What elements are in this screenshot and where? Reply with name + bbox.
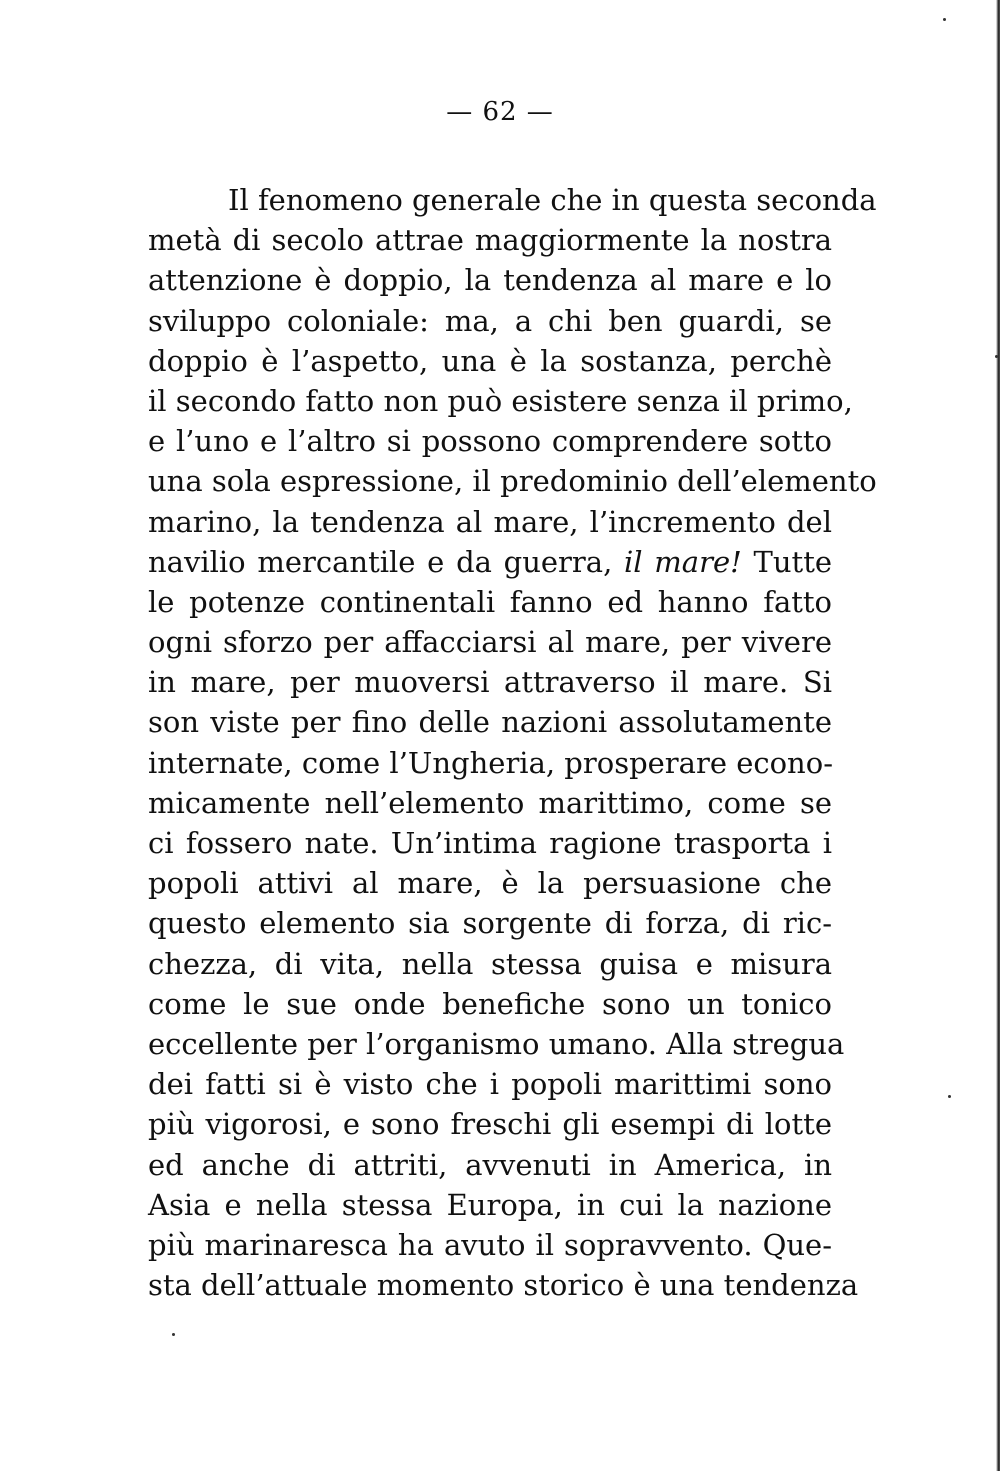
text-line: questo elemento sia sorgente di forza, di ric-: [148, 906, 832, 941]
text-line: doppio è l’aspetto, una è la sostanza, perchè: [148, 343, 832, 378]
text-line: metà di secolo attrae maggiormente la nostra: [148, 223, 832, 258]
body-paragraph: [148, 180, 877, 1305]
text-line: le potenze continentali fanno ed hanno fatto: [148, 584, 832, 619]
text-line: attenzione è doppio, la tendenza al mare e lo: [148, 263, 832, 298]
text-line: il secondo fatto non può esistere senza il primo,: [148, 383, 853, 418]
text-line: più vigorosi, e sono freschi gli esempi di lotte: [148, 1107, 832, 1142]
text-line: sviluppo coloniale: ma, a chi ben guardi, se: [148, 303, 832, 338]
paper-speck: [995, 355, 998, 358]
text-segment: navilio mercantile e da guerra,: [148, 544, 613, 579]
text-line-mixed: [148, 542, 832, 582]
text-line: Il fenomeno generale che in questa seconda: [228, 183, 877, 217]
text-line: chezza, di vita, nella stessa guisa e misura: [148, 946, 832, 981]
text-line: popoli attivi al mare, è la persuasione che: [148, 866, 832, 901]
text-line: ci fossero nate. Un’intima ragione trasporta i: [148, 826, 832, 860]
text-line: dei fatti si è visto che i popoli marittimi sono: [148, 1067, 832, 1102]
text-line: Asia e nella stessa Europa, in cui la nazione: [148, 1187, 832, 1222]
text-line: in mare, per muoversi attraverso il mare. Si: [148, 665, 832, 700]
text-line: internate, come l’Ungheria, prosperare econo-: [148, 745, 833, 780]
paper-speck: [172, 1333, 175, 1336]
paper-speck: [943, 18, 946, 21]
text-line: ed anche di attriti, avvenuti in America, in: [148, 1147, 832, 1182]
text-line: una sola espressione, il predominio dell’elemento: [148, 464, 877, 499]
page-number: — 62 —: [446, 97, 554, 127]
text-line: marino, la tendenza al mare, l’incremento del: [148, 504, 832, 539]
text-line: son viste per fino delle nazioni assolutamente: [148, 705, 832, 740]
text-line: ogni sforzo per affacciarsi al mare, per vivere: [148, 625, 832, 660]
text-segment: Tutte: [753, 544, 833, 579]
paper-speck: [948, 1095, 951, 1098]
text-line: micamente nell’elemento marittimo, come se: [148, 785, 832, 820]
text-line: come le sue onde benefiche sono un tonico: [148, 986, 832, 1021]
text-line: eccellente per l’organismo umano. Alla stregua: [148, 1026, 845, 1061]
text-line: più marinaresca ha avuto il sopravvento. Que-: [148, 1227, 832, 1262]
italic-emphasis: il mare!: [624, 544, 742, 579]
page-edge: [996, 0, 1000, 1471]
text-line: sta dell’attuale momento storico è una tendenza: [148, 1268, 859, 1303]
text-line: e l’uno e l’altro si possono comprendere sotto: [148, 424, 832, 459]
